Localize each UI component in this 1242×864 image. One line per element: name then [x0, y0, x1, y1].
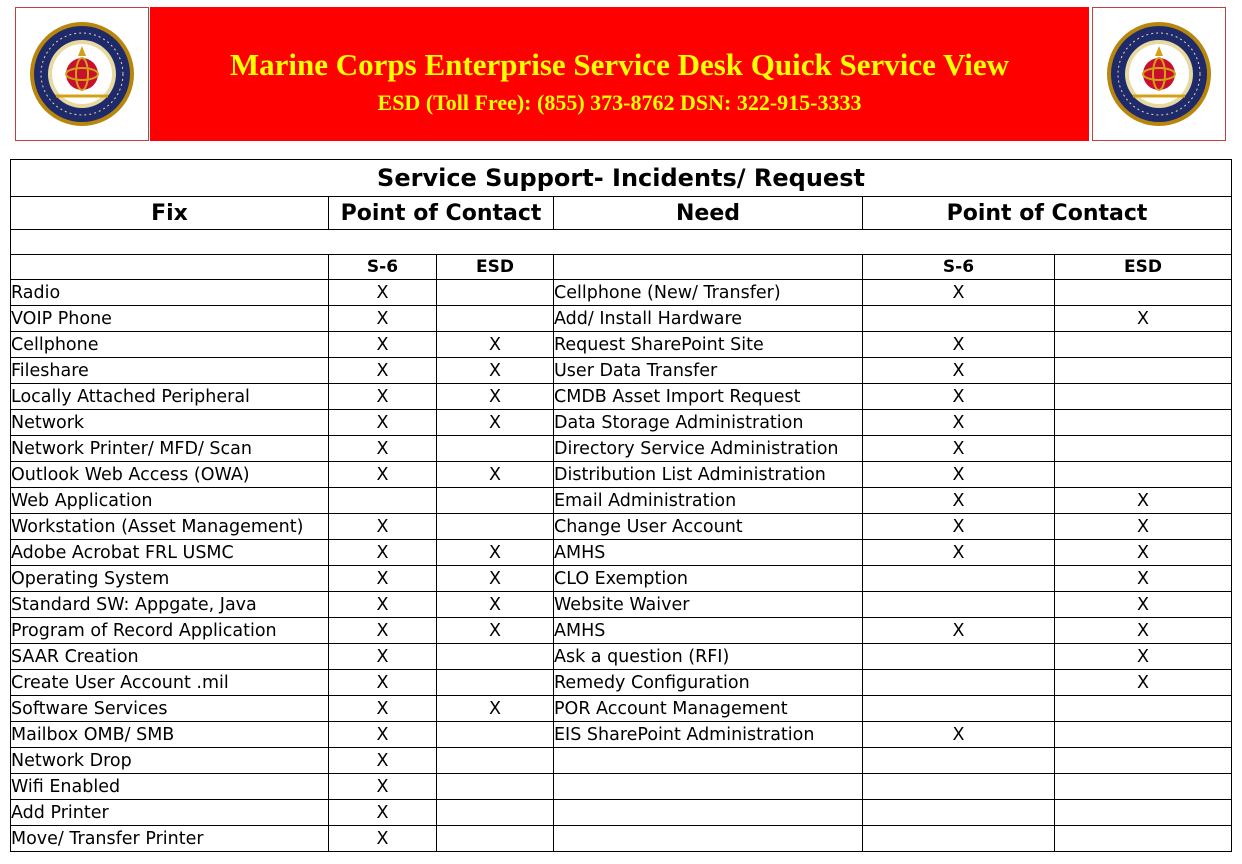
fix-s6-mark: X [329, 514, 437, 540]
need-esd-mark: X [1055, 618, 1232, 644]
fix-esd-subheader: ESD [437, 255, 554, 280]
need-esd-mark [1055, 462, 1232, 488]
service-support-table [10, 159, 1232, 852]
fix-item: Network Drop [11, 748, 329, 774]
fix-s6-mark: X [329, 618, 437, 644]
need-esd-mark [1055, 358, 1232, 384]
fix-s6-mark: X [329, 696, 437, 722]
table-row [11, 722, 1232, 748]
navy-seal-icon [1093, 8, 1225, 140]
fix-s6-mark: X [329, 748, 437, 774]
table-row [11, 306, 1232, 332]
fix-item: Add Printer [11, 800, 329, 826]
need-s6-mark [863, 696, 1055, 722]
need-s6-mark: X [863, 540, 1055, 566]
fix-esd-mark [437, 436, 554, 462]
need-s6-mark: X [863, 462, 1055, 488]
need-esd-mark: X [1055, 644, 1232, 670]
table-row [11, 436, 1232, 462]
need-s6-mark [863, 566, 1055, 592]
need-esd-mark: X [1055, 592, 1232, 618]
fix-s6-mark: X [329, 332, 437, 358]
table-row [11, 800, 1232, 826]
fix-item: Outlook Web Access (OWA) [11, 462, 329, 488]
need-s6-mark: X [863, 384, 1055, 410]
need-s6-mark: X [863, 514, 1055, 540]
need-esd-mark [1055, 436, 1232, 462]
need-s6-mark [863, 592, 1055, 618]
need-s6-subheader: S-6 [863, 255, 1055, 280]
need-poc-header: Point of Contact [863, 197, 1232, 230]
fix-esd-mark: X [437, 540, 554, 566]
need-s6-mark: X [863, 410, 1055, 436]
fix-s6-mark: X [329, 592, 437, 618]
need-item: User Data Transfer [554, 358, 863, 384]
fix-esd-mark [437, 644, 554, 670]
need-item: EIS SharePoint Administration [554, 722, 863, 748]
fix-item: VOIP Phone [11, 306, 329, 332]
fix-esd-mark: X [437, 332, 554, 358]
need-esd-mark [1055, 410, 1232, 436]
need-item [554, 826, 863, 852]
table-row [11, 540, 1232, 566]
right-seal-frame [1092, 7, 1226, 141]
need-s6-mark: X [863, 722, 1055, 748]
need-esd-mark: X [1055, 670, 1232, 696]
fix-s6-mark: X [329, 358, 437, 384]
fix-s6-mark: X [329, 774, 437, 800]
fix-item: Workstation (Asset Management) [11, 514, 329, 540]
fix-item: Web Application [11, 488, 329, 514]
fix-esd-mark [437, 670, 554, 696]
subheader-blank [11, 255, 329, 280]
fix-s6-mark: X [329, 722, 437, 748]
fix-s6-mark: X [329, 436, 437, 462]
need-item: Ask a question (RFI) [554, 644, 863, 670]
need-s6-mark [863, 774, 1055, 800]
fix-s6-mark: X [329, 280, 437, 306]
need-s6-mark: X [863, 488, 1055, 514]
need-item: AMHS [554, 618, 863, 644]
need-esd-mark: X [1055, 488, 1232, 514]
need-item: Request SharePoint Site [554, 332, 863, 358]
need-s6-mark: X [863, 332, 1055, 358]
fix-esd-mark: X [437, 358, 554, 384]
table-row [11, 280, 1232, 306]
need-esd-subheader: ESD [1055, 255, 1232, 280]
need-s6-mark [863, 800, 1055, 826]
need-item: Distribution List Administration [554, 462, 863, 488]
fix-esd-mark [437, 280, 554, 306]
fix-esd-mark: X [437, 384, 554, 410]
need-esd-mark: X [1055, 306, 1232, 332]
fix-esd-mark [437, 748, 554, 774]
fix-item: Wifi Enabled [11, 774, 329, 800]
need-esd-mark [1055, 774, 1232, 800]
need-item [554, 774, 863, 800]
table-row [11, 332, 1232, 358]
header-banner [150, 7, 1089, 141]
fix-esd-mark [437, 774, 554, 800]
fix-s6-mark: X [329, 566, 437, 592]
table-row [11, 462, 1232, 488]
need-esd-mark [1055, 384, 1232, 410]
fix-esd-mark [437, 722, 554, 748]
need-esd-mark [1055, 748, 1232, 774]
need-item [554, 800, 863, 826]
fix-esd-mark: X [437, 410, 554, 436]
fix-esd-mark: X [437, 618, 554, 644]
table-row [11, 358, 1232, 384]
spacer-row [11, 230, 1232, 255]
need-esd-mark [1055, 722, 1232, 748]
fix-esd-mark: X [437, 462, 554, 488]
need-item: CLO Exemption [554, 566, 863, 592]
need-esd-mark [1055, 332, 1232, 358]
need-s6-mark: X [863, 618, 1055, 644]
table-row [11, 696, 1232, 722]
table-row [11, 774, 1232, 800]
need-item: Directory Service Administration [554, 436, 863, 462]
table-row [11, 618, 1232, 644]
need-esd-mark: X [1055, 540, 1232, 566]
fix-s6-mark: X [329, 384, 437, 410]
banner-title: Marine Corps Enterprise Service Desk Quick Service View [229, 47, 1010, 82]
need-item: Cellphone (New/ Transfer) [554, 280, 863, 306]
fix-item: Software Services [11, 696, 329, 722]
table-row [11, 514, 1232, 540]
fix-header: Fix [11, 197, 329, 230]
need-item: Website Waiver [554, 592, 863, 618]
need-s6-mark: X [863, 280, 1055, 306]
need-s6-mark: X [863, 358, 1055, 384]
fix-s6-mark: X [329, 670, 437, 696]
need-s6-mark [863, 748, 1055, 774]
fix-esd-mark [437, 306, 554, 332]
table-row [11, 384, 1232, 410]
table-row [11, 566, 1232, 592]
need-esd-mark: X [1055, 514, 1232, 540]
navy-seal-icon [16, 8, 148, 140]
fix-s6-mark: X [329, 800, 437, 826]
table-row [11, 488, 1232, 514]
fix-esd-mark [437, 488, 554, 514]
need-item: Add/ Install Hardware [554, 306, 863, 332]
need-esd-mark: X [1055, 566, 1232, 592]
fix-s6-mark: X [329, 826, 437, 852]
fix-s6-subheader: S-6 [329, 255, 437, 280]
need-esd-mark [1055, 280, 1232, 306]
fix-item: Operating System [11, 566, 329, 592]
fix-s6-mark: X [329, 306, 437, 332]
fix-esd-mark: X [437, 592, 554, 618]
subheader-blank [554, 255, 863, 280]
fix-esd-mark: X [437, 566, 554, 592]
table-row [11, 644, 1232, 670]
need-item: Change User Account [554, 514, 863, 540]
fix-item: Program of Record Application [11, 618, 329, 644]
table-row [11, 748, 1232, 774]
banner-contact: ESD (Toll Free): (855) 373-8762 DSN: 322-915-3333 [377, 90, 862, 115]
need-item: Email Administration [554, 488, 863, 514]
table-row [11, 592, 1232, 618]
fix-s6-mark: X [329, 644, 437, 670]
need-esd-mark [1055, 696, 1232, 722]
need-s6-mark [863, 826, 1055, 852]
fix-item: Network Printer/ MFD/ Scan [11, 436, 329, 462]
left-seal-frame [15, 7, 149, 141]
need-esd-mark [1055, 826, 1232, 852]
need-header: Need [554, 197, 863, 230]
fix-poc-header: Point of Contact [329, 197, 554, 230]
fix-item: Move/ Transfer Printer [11, 826, 329, 852]
need-item: CMDB Asset Import Request [554, 384, 863, 410]
fix-item: Locally Attached Peripheral [11, 384, 329, 410]
need-s6-mark [863, 306, 1055, 332]
need-item [554, 748, 863, 774]
need-item: AMHS [554, 540, 863, 566]
fix-item: Mailbox OMB/ SMB [11, 722, 329, 748]
fix-s6-mark: X [329, 410, 437, 436]
fix-item: Cellphone [11, 332, 329, 358]
table-row [11, 670, 1232, 696]
fix-esd-mark [437, 800, 554, 826]
fix-s6-mark [329, 488, 437, 514]
need-item: Data Storage Administration [554, 410, 863, 436]
need-s6-mark [863, 670, 1055, 696]
fix-item: Adobe Acrobat FRL USMC [11, 540, 329, 566]
need-item: POR Account Management [554, 696, 863, 722]
fix-esd-mark [437, 826, 554, 852]
fix-esd-mark [437, 514, 554, 540]
table-title: Service Support- Incidents/ Request [11, 160, 1232, 197]
fix-esd-mark: X [437, 696, 554, 722]
need-s6-mark [863, 644, 1055, 670]
fix-s6-mark: X [329, 540, 437, 566]
fix-s6-mark: X [329, 462, 437, 488]
fix-item: Standard SW: Appgate, Java [11, 592, 329, 618]
fix-item: Radio [11, 280, 329, 306]
fix-item: Fileshare [11, 358, 329, 384]
table-row [11, 826, 1232, 852]
need-esd-mark [1055, 800, 1232, 826]
need-s6-mark: X [863, 436, 1055, 462]
fix-item: SAAR Creation [11, 644, 329, 670]
need-item: Remedy Configuration [554, 670, 863, 696]
table-row [11, 410, 1232, 436]
fix-item: Network [11, 410, 329, 436]
fix-item: Create User Account .mil [11, 670, 329, 696]
